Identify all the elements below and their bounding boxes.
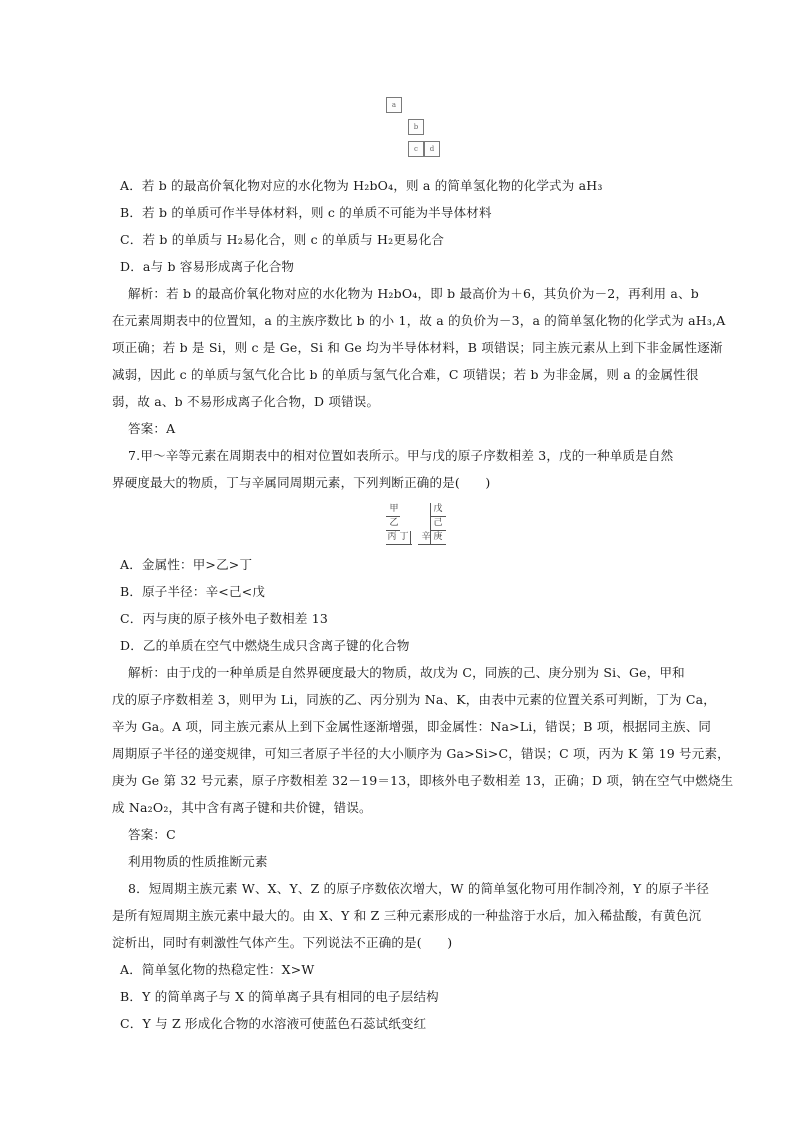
table-cell-b: b <box>408 119 424 135</box>
q8-stem-line-3: 淀析出，同时有刺激性气体产生。下列说法不正确的是( ) <box>112 935 453 950</box>
q6-option-b: B．若 b 的单质可作半导体材料，则 c 的单质不可能为半导体材料 <box>120 205 492 220</box>
q7-answer: 答案：C <box>128 827 176 842</box>
q7-stem-line-1: 7.甲～辛等元素在周期表中的相对位置如表所示。甲与戊的原子序数相差 3，戊的一种单质是自然 <box>128 448 674 463</box>
element-position-table <box>386 503 446 545</box>
q6-option-c: C．若 b 的单质与 H₂易化合，则 c 的单质与 H₂更易化合 <box>120 232 445 247</box>
q6-analysis-line-4: 减弱，因此 c 的单质与氢气化合比 b 的单质与氢气化合难，C 项错误；若 b 为非金属，则 a 的金属性很 <box>112 367 699 382</box>
q6-analysis-line-3: 项正确；若 b 是 Si，则 c 是 Ge，Si 和 Ge 均为半导体材料，B 项错误；同主族元素从上到下非金属性逐渐 <box>112 340 723 355</box>
table-rule <box>430 516 446 517</box>
cell-wu: 戊 <box>433 504 443 514</box>
q7-option-c: C．丙与庚的原子核外电子数相差 13 <box>120 611 329 626</box>
q8-stem-line-2: 是所有短周期主族元素中最大的。由 X、Y 和 Z 三种元素形成的一种盐溶于水后，加入稀盐酸，有黄色沉 <box>112 908 702 923</box>
q7-stem-line-2: 界硬度最大的物质，丁与辛属同周期元素，下列判断正确的是( ) <box>112 475 491 490</box>
q8-option-b: B．Y 的简单离子与 X 的简单离子具有相同的电子层结构 <box>120 989 439 1004</box>
cell-ding: 丁 <box>399 532 409 542</box>
table-rule <box>430 530 446 531</box>
q8-stem-line-1: 8．短周期主族元素 W、X、Y、Z 的原子序数依次增大，W 的简单氢化物可用作制冷剂，Y 的原子半径 <box>128 881 710 896</box>
q8-option-c: C．Y 与 Z 形成化合物的水溶液可使蓝色石蕊试纸变红 <box>120 1016 427 1031</box>
cell-xin: 辛 <box>421 532 431 542</box>
table-rule <box>386 530 400 531</box>
q7-analysis-line-1: 解析：由于戊的一种单质是自然界硬度最大的物质，故戊为 C，同族的己、庚分别为 Si、Ge，甲和 <box>128 665 685 680</box>
q7-option-a: A．金属性：甲>乙>丁 <box>120 557 253 572</box>
cell-jia: 甲 <box>389 504 399 514</box>
q7-analysis-line-5: 庚为 Ge 第 32 号元素，原子序数相差 32－19＝13，即核外电子数相差 13，正确；D 项，钠在空气中燃烧生 <box>112 773 734 788</box>
table-rule <box>430 503 431 545</box>
cell-bing: 丙 <box>387 532 397 542</box>
table-cell-d: d <box>424 141 440 157</box>
q6-analysis-line-2: 在元素周期表中的位置知，a 的主族序数比 b 的小 1，故 a 的负价为－3，a 的简单氢化物的化学式为 aH₃,A <box>112 313 726 328</box>
cell-yi: 乙 <box>389 518 399 528</box>
q6-analysis-line-5: 弱，故 a、b 不易形成离子化合物，D 项错误。 <box>112 394 380 409</box>
q8-option-a: A．简单氢化物的热稳定性：X>W <box>120 962 315 977</box>
q7-analysis-line-6: 成 Na₂O₂，其中含有离子键和共价键，错误。 <box>112 800 372 815</box>
q7-option-d: D．乙的单质在空气中燃烧生成只含离子键的化合物 <box>120 638 410 653</box>
table-cell-a: a <box>386 97 402 113</box>
periodic-table-fragment-figure <box>386 97 446 163</box>
cell-ji: 己 <box>433 518 443 528</box>
q7-analysis-line-2: 戊的原子序数相差 3，则甲为 Li，同族的乙、丙分别为 Na、K，由表中元素的位置关系可判断，丁为 Ca， <box>112 692 716 707</box>
q6-option-d: D．a与 b 容易形成离子化合物 <box>120 259 295 274</box>
q6-option-a: A．若 b 的最高价氧化物对应的水化物为 H₂bO₄，则 a 的简单氢化物的化学式为 aH₃ <box>120 178 603 193</box>
table-rule <box>418 544 446 545</box>
section-heading: 利用物质的性质推断元素 <box>128 854 268 869</box>
q6-answer: 答案：A <box>128 421 176 436</box>
q7-option-b: B．原子半径：辛<己<戊 <box>120 584 266 599</box>
table-cell-c: c <box>408 141 424 157</box>
cell-geng: 庚 <box>433 532 443 542</box>
q7-analysis-line-4: 周期原子半径的递变规律，可知三者原子半径的大小顺序为 Ga>Si>C，错误；C 项，丙为 K 第 19 号元素， <box>112 746 730 761</box>
table-rule <box>410 531 411 545</box>
q7-analysis-line-3: 辛为 Ga。A 项，同主族元素从上到下金属性逐渐增强，即金属性：Na>Li，错误；B 项，根据同主族、同 <box>112 719 712 734</box>
table-rule <box>386 516 400 517</box>
table-rule <box>386 544 412 545</box>
q6-analysis-line-1: 解析：若 b 的最高价氧化物对应的水化物为 H₂bO₄，即 b 最高价为＋6，其负价为－2，再利用 a、b <box>128 286 699 301</box>
